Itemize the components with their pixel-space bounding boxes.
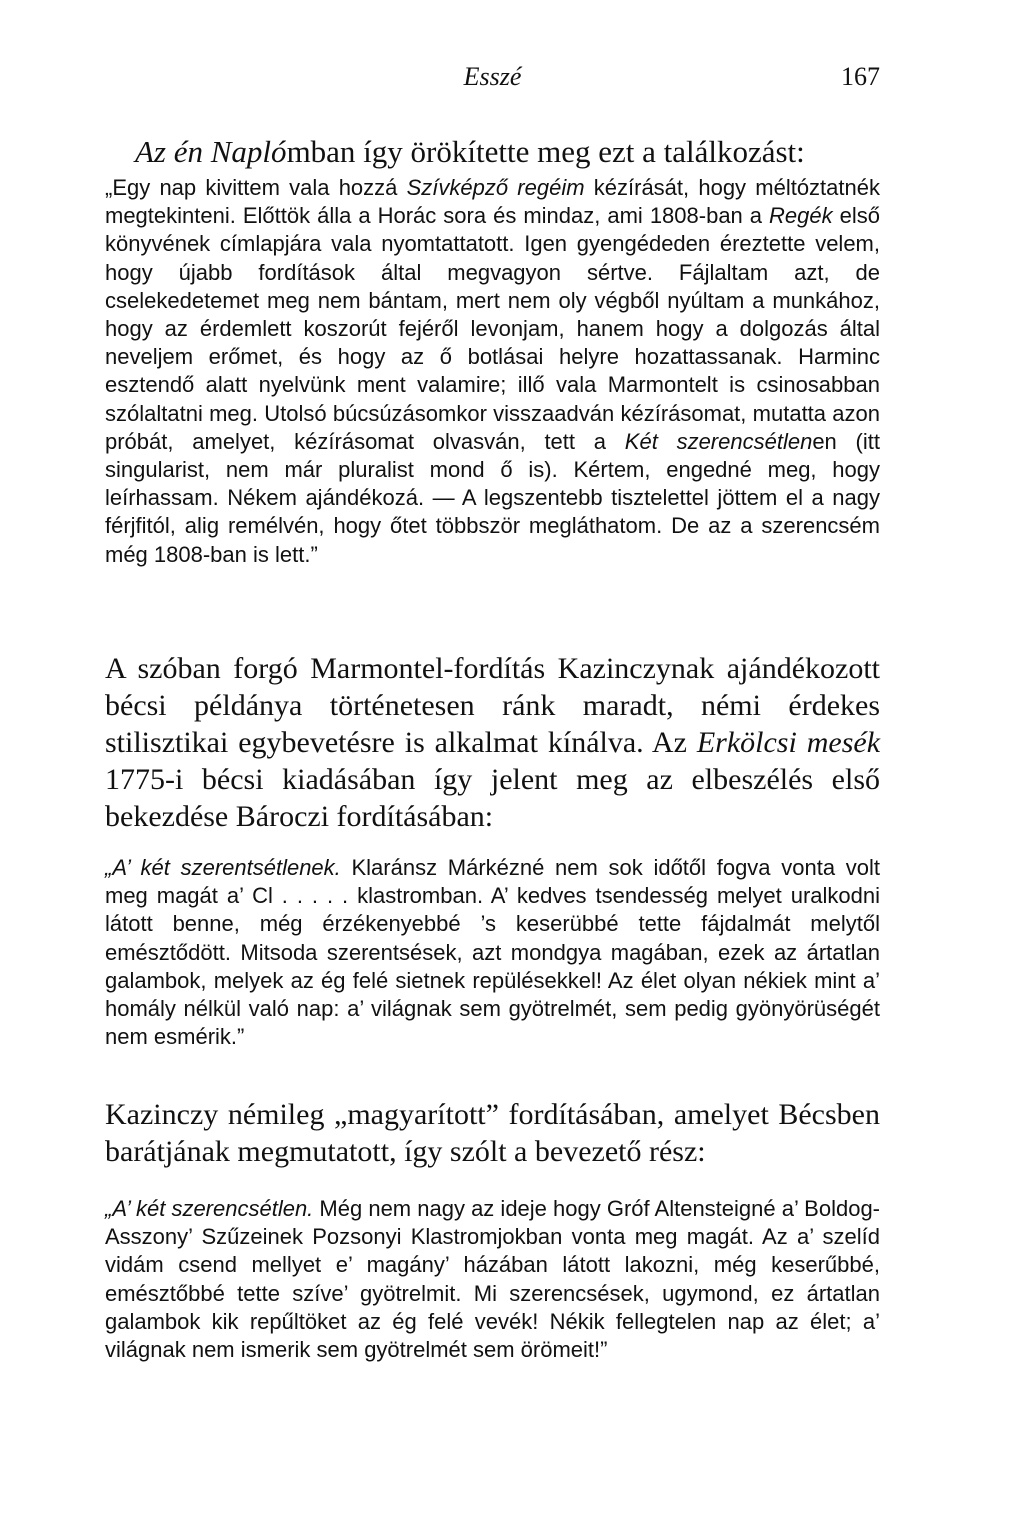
intro-line	[135, 132, 880, 172]
quote-diary-text-2: kézírását, hogy méltóztatnék megtekinteni. Előttök álla a Horác sora és mindaz, ami 1808-ban a	[105, 175, 880, 229]
intro-italic: Az én Napló	[135, 134, 287, 169]
body-paragraph-2	[105, 1096, 880, 1170]
body-paragraph-1-text-2: 1775-i bécsi kiadásában így jelent meg az elbeszélés első bekezdése Bároczi fordításában:	[105, 763, 880, 833]
page-header	[105, 62, 880, 102]
body-paragraph-1-text-1: A szóban forgó Marmontel-fordítás Kazinczynak ajándékozott bécsi példánya történetesen ránk maradt, némi érdekes stilisztikai egybevetésre is alkalmat kínálva. Az	[105, 652, 880, 759]
quote-kazinczy-title: „A’ két szerencsétlen.	[105, 1196, 314, 1221]
quote-diary-italic-2: Regék	[769, 203, 833, 229]
quote-diary-text-4: en (itt singularist, nem már pluralist mond ő is). Kértem, engedné meg, hogy leírhassam. Nékem ajándékozá. — A legszentebb tisztelettel jöttem el a nagy férjfitól, alig remélvén, hogy őtet többször megláthatom. De az a szerencsém még 1808-ban is lett.”	[105, 428, 880, 567]
quote-diary-text-3: első könyvének címlapjára vala nyomtattatott. Igen gyengédeden éreztette velem, hogy újabb fordítások által megvagyon sértve. Fájlaltam azt, de cselekedetemet meg nem bántam, mert nem oly végből nyúltam a munkához, hogy az érdemlett koszorút fejéről levonjam, hanem hogy a dolgozás által neveljem erőmet, és hogy az ő botlásai helyre hozattassanak. Harminc esztendő alatt nyelvünk ment valamire; illő vala Marmontelt is csinosabban szólaltatni meg. Utolsó búcsúzásomkor visszaadván kézírásomat, mutatta azon próbát, amelyet, kézírásomat olvasván, tett a	[105, 203, 880, 454]
quote-baroczi-title: „A’ két szerentsétlenek.	[105, 855, 341, 880]
quote-diary-text-1: „Egy nap kivittem vala hozzá	[105, 175, 407, 200]
quote-kazinczy	[105, 1195, 880, 1364]
quote-kazinczy-text: Még nem nagy az ideje hogy Gróf Altensteigné a’ Boldog-Asszony’ Szűzeinek Pozsonyi Klastromjokban vonta meg magát. Az a’ szelíd vidám csend mellyet e’ magány’ házában látott lakozni, még keserűbbé, emésztőbbé tette szíve’ gyötrelmit. Mi szerencsések, ugymond, ez ártatlan galambok kik repűltöket az ég felé vevék! Nékik fellegtelen nap az élet; a’ világnak nem ismerik sem gyötrelmét sem örömeit!”	[105, 1196, 881, 1363]
quote-diary	[105, 174, 880, 569]
page-number: 167	[841, 62, 880, 91]
quote-baroczi-text: Klaránsz Márkézné nem sok időtől fogva vonta volt meg magát a’ Cl . . . . . klastromban. A’ kedves tsendesség melyet uralkodni látott benne, még érzékenyebbé ’s keserübbé tette fájdalmát melytől emésztődött. Mitsoda szerentsések, azt mondgya magában, ezek az ártatlan galambok, melyek az ég felé sietnek repülésekkel! Az élet olyan nékiek mint a’ homály nélkül való nap: a’ világnak sem gyötrelmét, sem pedig gyönyörüségét nem esmérik.”	[105, 855, 880, 1050]
quote-diary-italic-3: Két szerencsétlen	[624, 428, 813, 454]
quote-diary-italic-1: Szívképző regéim	[406, 175, 585, 200]
running-head: Esszé	[463, 62, 522, 91]
body-paragraph-1-italic: Erkölcsi mesék	[696, 726, 881, 759]
body-paragraph-2-text: Kazinczy némileg „magyarított” fordításában, amelyet Bécsben barátjának megmutatott, így szólt a bevezető rész:	[105, 1098, 880, 1168]
intro-text: mban így örökítette meg ezt a találkozást:	[286, 134, 805, 169]
body-paragraph-1	[105, 650, 880, 835]
quote-baroczi	[105, 854, 880, 1051]
